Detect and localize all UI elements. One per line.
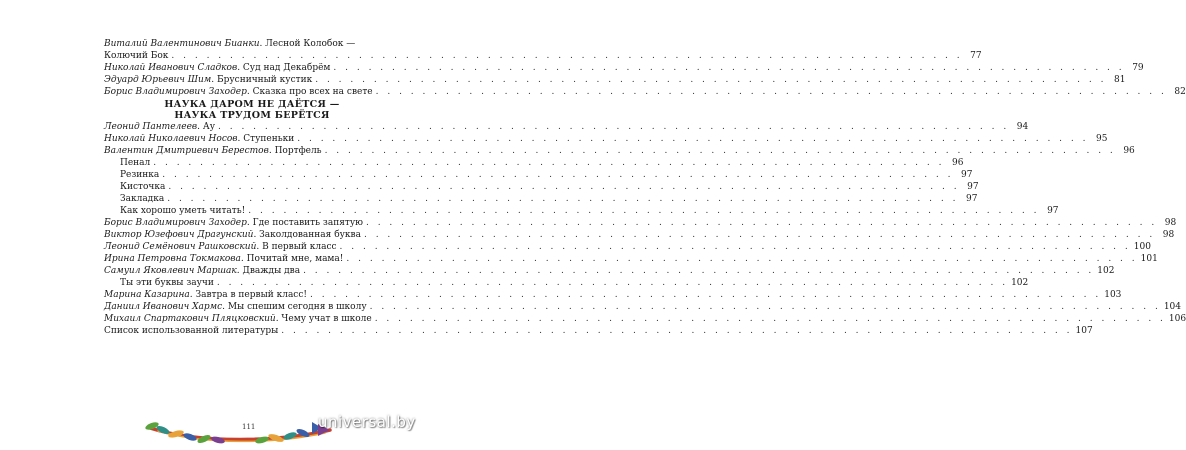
entry-page-number: 97 <box>965 194 978 204</box>
toc-entry <box>104 121 1029 133</box>
entry-page-number: 96 <box>952 158 964 168</box>
entry-page-number: 98 <box>1164 218 1177 228</box>
toc-entry <box>104 217 1177 229</box>
entry-title: Колючий Бок <box>104 51 169 61</box>
entry-author: Николай Иванович Сладков <box>104 63 238 73</box>
entry-text <box>120 157 150 169</box>
entry-page-number: 94 <box>1016 122 1029 132</box>
entry-title: . Мы спешим сегодня в школу <box>222 302 367 312</box>
entry-text <box>120 205 245 217</box>
entry-text <box>104 86 373 98</box>
toc-entry <box>120 193 978 205</box>
entry-author: Даниил Иванович Хармс <box>104 302 223 312</box>
entry-author: Эдуард Юрьевич Шим <box>104 75 212 85</box>
dot-leader <box>248 205 1039 217</box>
toc-entry <box>120 205 1059 217</box>
entry-text <box>104 50 168 62</box>
left-leaves-icon <box>144 421 225 445</box>
dot-leader <box>217 277 1008 289</box>
entry-page-number: 102 <box>1011 278 1029 288</box>
dot-leader <box>281 325 1072 337</box>
entry-text <box>104 229 361 241</box>
section-heading: НАУКА ДАРОМ НЕ ДАЁТСЯ — <box>164 99 340 110</box>
dot-leader <box>366 217 1157 229</box>
entry-title: . В первый класс <box>256 242 337 252</box>
entry-page-number: 97 <box>967 182 979 192</box>
toc-entry <box>104 229 1175 241</box>
dot-leader <box>171 50 962 62</box>
toc-entry <box>104 133 1108 145</box>
entry-author: Самуил Яковлевич Маршак <box>104 266 237 276</box>
dot-leader <box>162 169 953 181</box>
entry-text <box>120 277 214 289</box>
toc-entry <box>120 157 964 169</box>
entry-text <box>104 38 355 50</box>
entry-text <box>104 62 330 74</box>
toc-entry <box>104 325 1093 337</box>
toc-entry <box>104 86 1186 98</box>
entry-title: . Где поставить запятую <box>246 218 363 228</box>
toc-entry <box>104 50 982 62</box>
entry-author: Николай Николаевич Носов <box>104 134 238 144</box>
entry-text <box>104 325 278 337</box>
entry-text <box>104 301 367 313</box>
dot-leader <box>167 193 958 205</box>
entry-page-number: 77 <box>970 51 982 61</box>
entry-author: Леонид Семёнович Рашковский <box>104 242 257 252</box>
entry-author: Борис Владимирович Заходер <box>104 87 247 97</box>
entry-author: Валентин Дмитриевич Берестов <box>104 146 269 156</box>
toc-entry <box>120 181 979 193</box>
entry-title: . Завтра в первый класс! <box>189 290 308 300</box>
toc-entry <box>104 313 1186 325</box>
dot-leader <box>333 62 1124 74</box>
dot-leader <box>340 241 1131 253</box>
dot-leader <box>325 145 1116 157</box>
entry-text <box>120 181 165 193</box>
dot-leader <box>375 313 1166 325</box>
toc-entry <box>104 241 1151 253</box>
entry-page-number: 96 <box>1123 146 1135 156</box>
dot-leader <box>153 157 944 169</box>
entry-page-number: 104 <box>1163 302 1182 312</box>
toc-entry <box>104 253 1158 265</box>
toc-entry <box>120 169 973 181</box>
dot-leader <box>297 133 1088 145</box>
entry-page-number: 79 <box>1132 63 1144 73</box>
entry-text <box>104 217 363 229</box>
entry-text <box>104 313 372 325</box>
watermark-text: universal.by <box>318 413 416 431</box>
entry-title: . Брусничный кустик <box>211 75 313 85</box>
dot-leader <box>346 253 1137 265</box>
entry-text <box>120 169 159 181</box>
toc-entry <box>104 301 1182 313</box>
section-heading: НАУКА ТРУДОМ БЕРЁТСЯ <box>174 110 330 121</box>
entry-text <box>104 289 307 301</box>
entry-author: Марина Казарина <box>104 290 190 300</box>
entry-title: Резинка <box>120 170 160 180</box>
entry-page-number: 101 <box>1140 254 1158 264</box>
entry-text <box>104 74 312 86</box>
entry-title: Как хорошо уметь читать! <box>120 206 246 216</box>
entry-text <box>104 241 337 253</box>
entry-title: . Почитай мне, мама! <box>240 254 344 264</box>
entry-text <box>104 265 300 277</box>
dot-leader <box>218 121 1009 133</box>
dot-leader <box>303 265 1094 277</box>
entry-text <box>104 145 322 157</box>
entry-title: . Сказка про всех на свете <box>246 87 373 97</box>
dot-leader <box>370 301 1161 313</box>
toc-entry <box>104 62 1144 74</box>
entry-title: . Чему учат в школе <box>275 314 372 324</box>
entry-title: . Суд над Декабрём <box>237 63 331 73</box>
toc-entry <box>104 74 1126 86</box>
page-number: 111 <box>242 423 256 431</box>
entry-author: Михаил Спартакович Пляцковский <box>104 314 276 324</box>
toc-entry <box>120 277 1029 289</box>
entry-author: Виктор Юзефович Драгунский <box>104 230 254 240</box>
toc-entry <box>104 265 1115 277</box>
entry-page-number: 95 <box>1096 134 1108 144</box>
dot-leader <box>315 74 1106 86</box>
entry-page-number: 100 <box>1133 242 1151 252</box>
entry-title: . Ау <box>197 122 216 132</box>
dot-leader <box>168 181 959 193</box>
entry-title: . Заколдованная буква <box>253 230 361 240</box>
entry-title: . Портфель <box>268 146 322 156</box>
entry-page-number: 98 <box>1162 230 1175 240</box>
entry-text <box>104 253 343 265</box>
entry-page-number: 107 <box>1075 326 1093 336</box>
entry-author: Виталий Валентинович Бианки <box>104 39 260 49</box>
entry-title: Пенал <box>120 158 151 168</box>
dot-leader <box>376 86 1167 98</box>
dot-leader <box>364 229 1155 241</box>
toc-entry <box>104 289 1122 301</box>
entry-title: Закладка <box>120 194 165 204</box>
entry-title: Список использованной литературы <box>104 326 279 336</box>
entry-text <box>120 193 164 205</box>
toc-entry <box>104 38 400 50</box>
toc-entry <box>104 145 1135 157</box>
entry-title: . Дважды два <box>236 266 301 276</box>
entry-author: Борис Владимирович Заходер <box>104 218 247 228</box>
entry-page-number: 82 <box>1174 87 1186 97</box>
entry-title: . Ступеньки <box>237 134 295 144</box>
entry-page-number: 97 <box>1047 206 1059 216</box>
entry-text <box>104 133 294 145</box>
entry-page-number: 97 <box>961 170 973 180</box>
entry-title: Кисточка <box>120 182 166 192</box>
entry-page-number: 102 <box>1097 266 1115 276</box>
entry-page-number: 81 <box>1114 75 1126 85</box>
entry-author: Ирина Петровна Токмакова <box>104 254 241 264</box>
entry-title: Ты эти буквы заучи <box>120 278 214 288</box>
entry-author: Леонид Пантелеев <box>104 122 198 132</box>
entry-page-number: 103 <box>1104 290 1122 300</box>
entry-title: . Лесной Колобок — <box>259 39 356 49</box>
entry-text <box>104 121 215 133</box>
entry-page-number: 106 <box>1168 314 1186 324</box>
dot-leader <box>310 289 1101 301</box>
